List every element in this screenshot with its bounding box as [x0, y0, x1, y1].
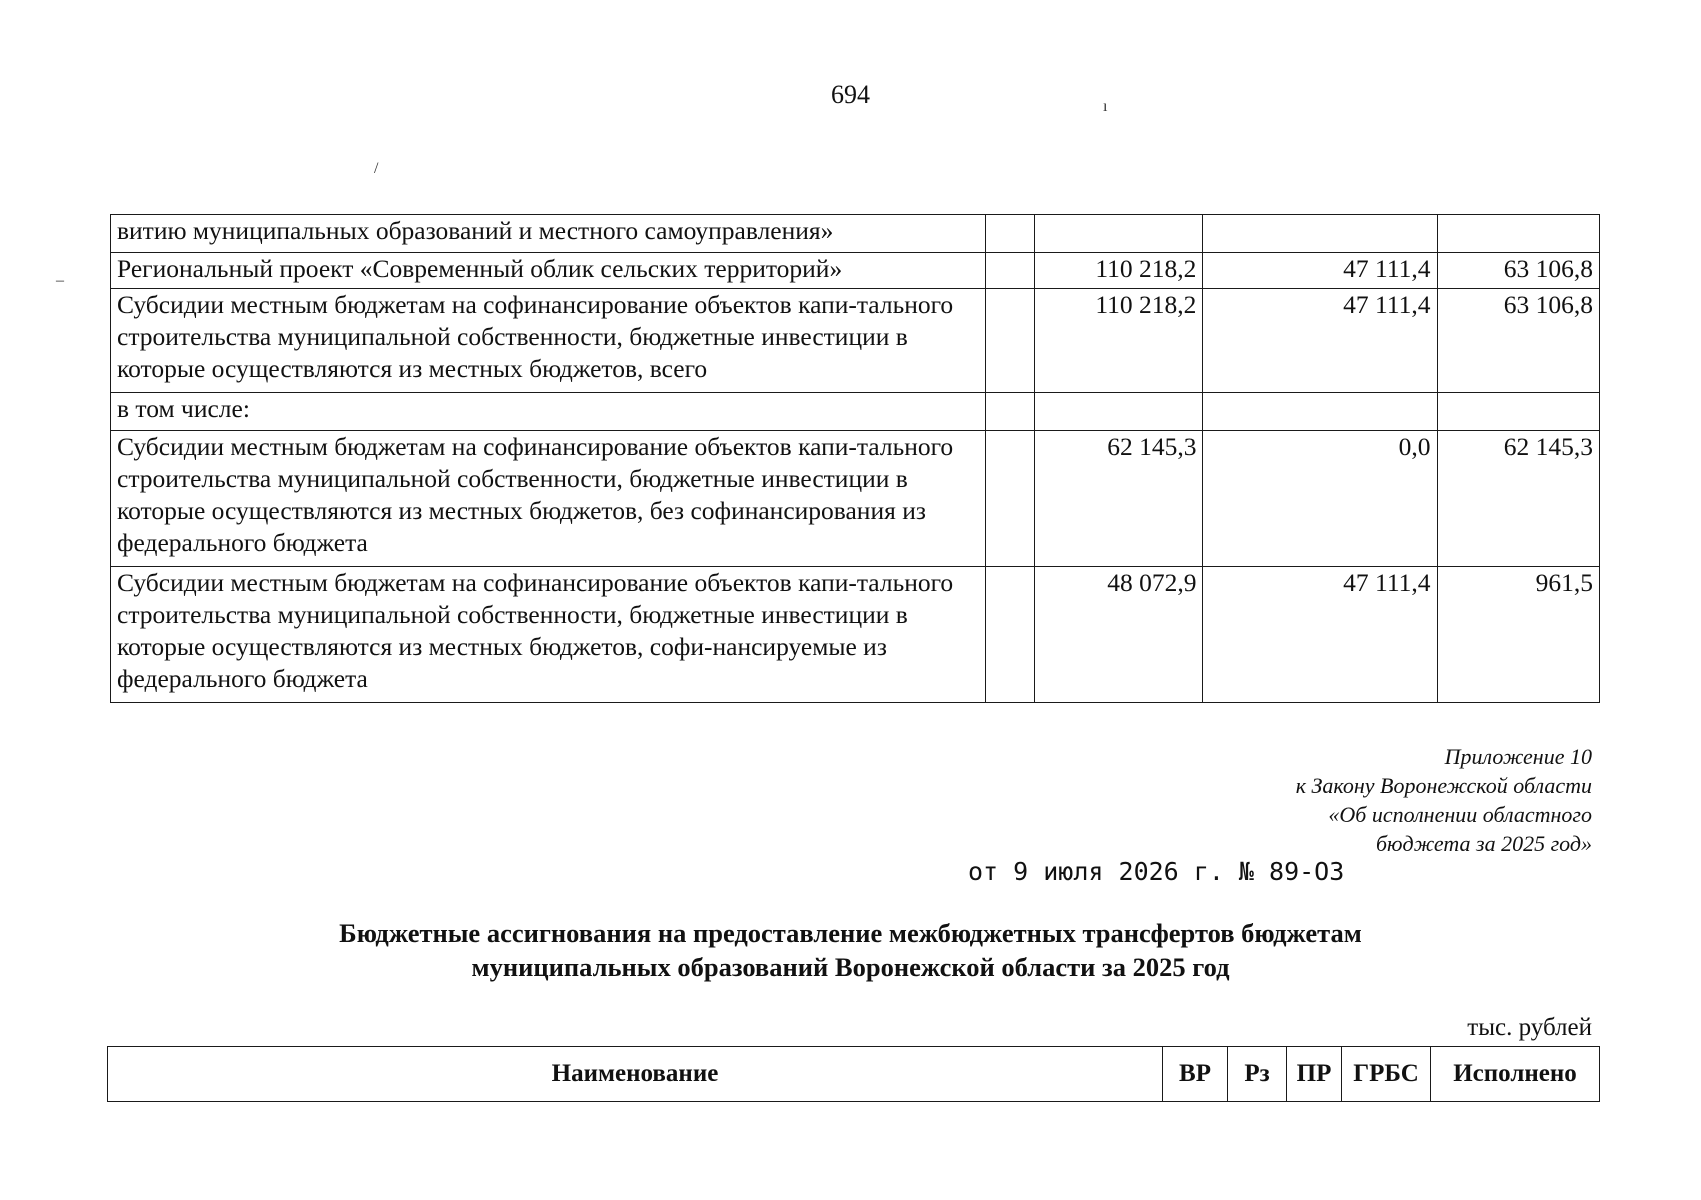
scan-mark: – [56, 272, 64, 289]
code-cell [986, 253, 1035, 289]
code-cell [986, 567, 1035, 703]
value-cell: 110 218,2 [1035, 253, 1203, 289]
row-name: Субсидии местным бюджетам на софинансирование объектов капи-тального строительства муниципальной собственности, бюджетные инвестиции в которые осуществляются из местных бюджетов, всего [111, 289, 986, 393]
value-cell [1203, 215, 1437, 253]
code-cell [986, 393, 1035, 431]
table-row [111, 215, 1600, 253]
row-name: Субсидии местным бюджетам на софинансирование объектов капи-тального строительства муниципальной собственности, бюджетные инвестиции в которые осуществляются из местных бюджетов, софи-нансируемые из федерального бюджета [111, 567, 986, 703]
value-cell: 63 106,8 [1437, 289, 1600, 393]
header-row [108, 1047, 1600, 1102]
header-executed: Исполнено [1431, 1047, 1600, 1102]
header-name: Наименование [108, 1047, 1163, 1102]
row-name: Региональный проект «Современный облик сельских территорий» [111, 253, 986, 289]
value-cell: 47 111,4 [1203, 567, 1437, 703]
scan-mark: / [374, 160, 379, 177]
table-row [111, 289, 1600, 393]
document-title [0, 916, 1701, 984]
title-line: Бюджетные ассигнования на предоставление межбюджетных трансфертов бюджетам [339, 918, 1362, 948]
value-cell: 62 145,3 [1035, 431, 1203, 567]
page-number: 694 [831, 80, 870, 109]
law-date-stamp: от 9 июля 2026 г. № 89-ОЗ [968, 857, 1345, 886]
value-cell [1203, 393, 1437, 431]
table-row [111, 567, 1600, 703]
value-cell [1437, 215, 1600, 253]
value-cell [1035, 393, 1203, 431]
value-cell: 63 106,8 [1437, 253, 1600, 289]
budget-table-header [107, 1046, 1600, 1102]
header-grbs: ГРБС [1342, 1047, 1431, 1102]
appendix-line: Приложение 10 [1444, 744, 1592, 769]
value-cell: 110 218,2 [1035, 289, 1203, 393]
scan-mark: ı [1103, 98, 1108, 115]
appendix-line: к Закону Воронежской области [1295, 773, 1592, 798]
table-row [111, 253, 1600, 289]
value-cell: 62 145,3 [1437, 431, 1600, 567]
row-name: Субсидии местным бюджетам на софинансирование объектов капи-тального строительства муниципальной собственности, бюджетные инвестиции в которые осуществляются из местных бюджетов, без софинансирования из федерального бюджета [111, 431, 986, 567]
value-cell: 47 111,4 [1203, 289, 1437, 393]
appendix-line: бюджета за 2025 год» [1375, 831, 1592, 856]
code-cell [986, 289, 1035, 393]
value-cell: 47 111,4 [1203, 253, 1437, 289]
units-label: тыс. рублей [1467, 1014, 1592, 1041]
code-cell [986, 215, 1035, 253]
row-name: витию муниципальных образований и местного самоуправления» [111, 215, 986, 253]
value-cell: 0,0 [1203, 431, 1437, 567]
appendix-caption [1296, 742, 1592, 858]
table-row [111, 431, 1600, 567]
title-line: муниципальных образований Воронежской области за 2025 год [471, 952, 1230, 982]
appendix-line: «Об исполнении областного [1328, 802, 1592, 827]
value-cell: 48 072,9 [1035, 567, 1203, 703]
value-cell [1035, 215, 1203, 253]
code-cell [986, 431, 1035, 567]
value-cell [1437, 393, 1600, 431]
row-name: в том числе: [111, 393, 986, 431]
header-pr: ПР [1287, 1047, 1342, 1102]
header-vr: ВР [1163, 1047, 1228, 1102]
budget-table-continuation [110, 214, 1600, 703]
header-rz: Рз [1228, 1047, 1287, 1102]
table-row [111, 393, 1600, 431]
value-cell: 961,5 [1437, 567, 1600, 703]
